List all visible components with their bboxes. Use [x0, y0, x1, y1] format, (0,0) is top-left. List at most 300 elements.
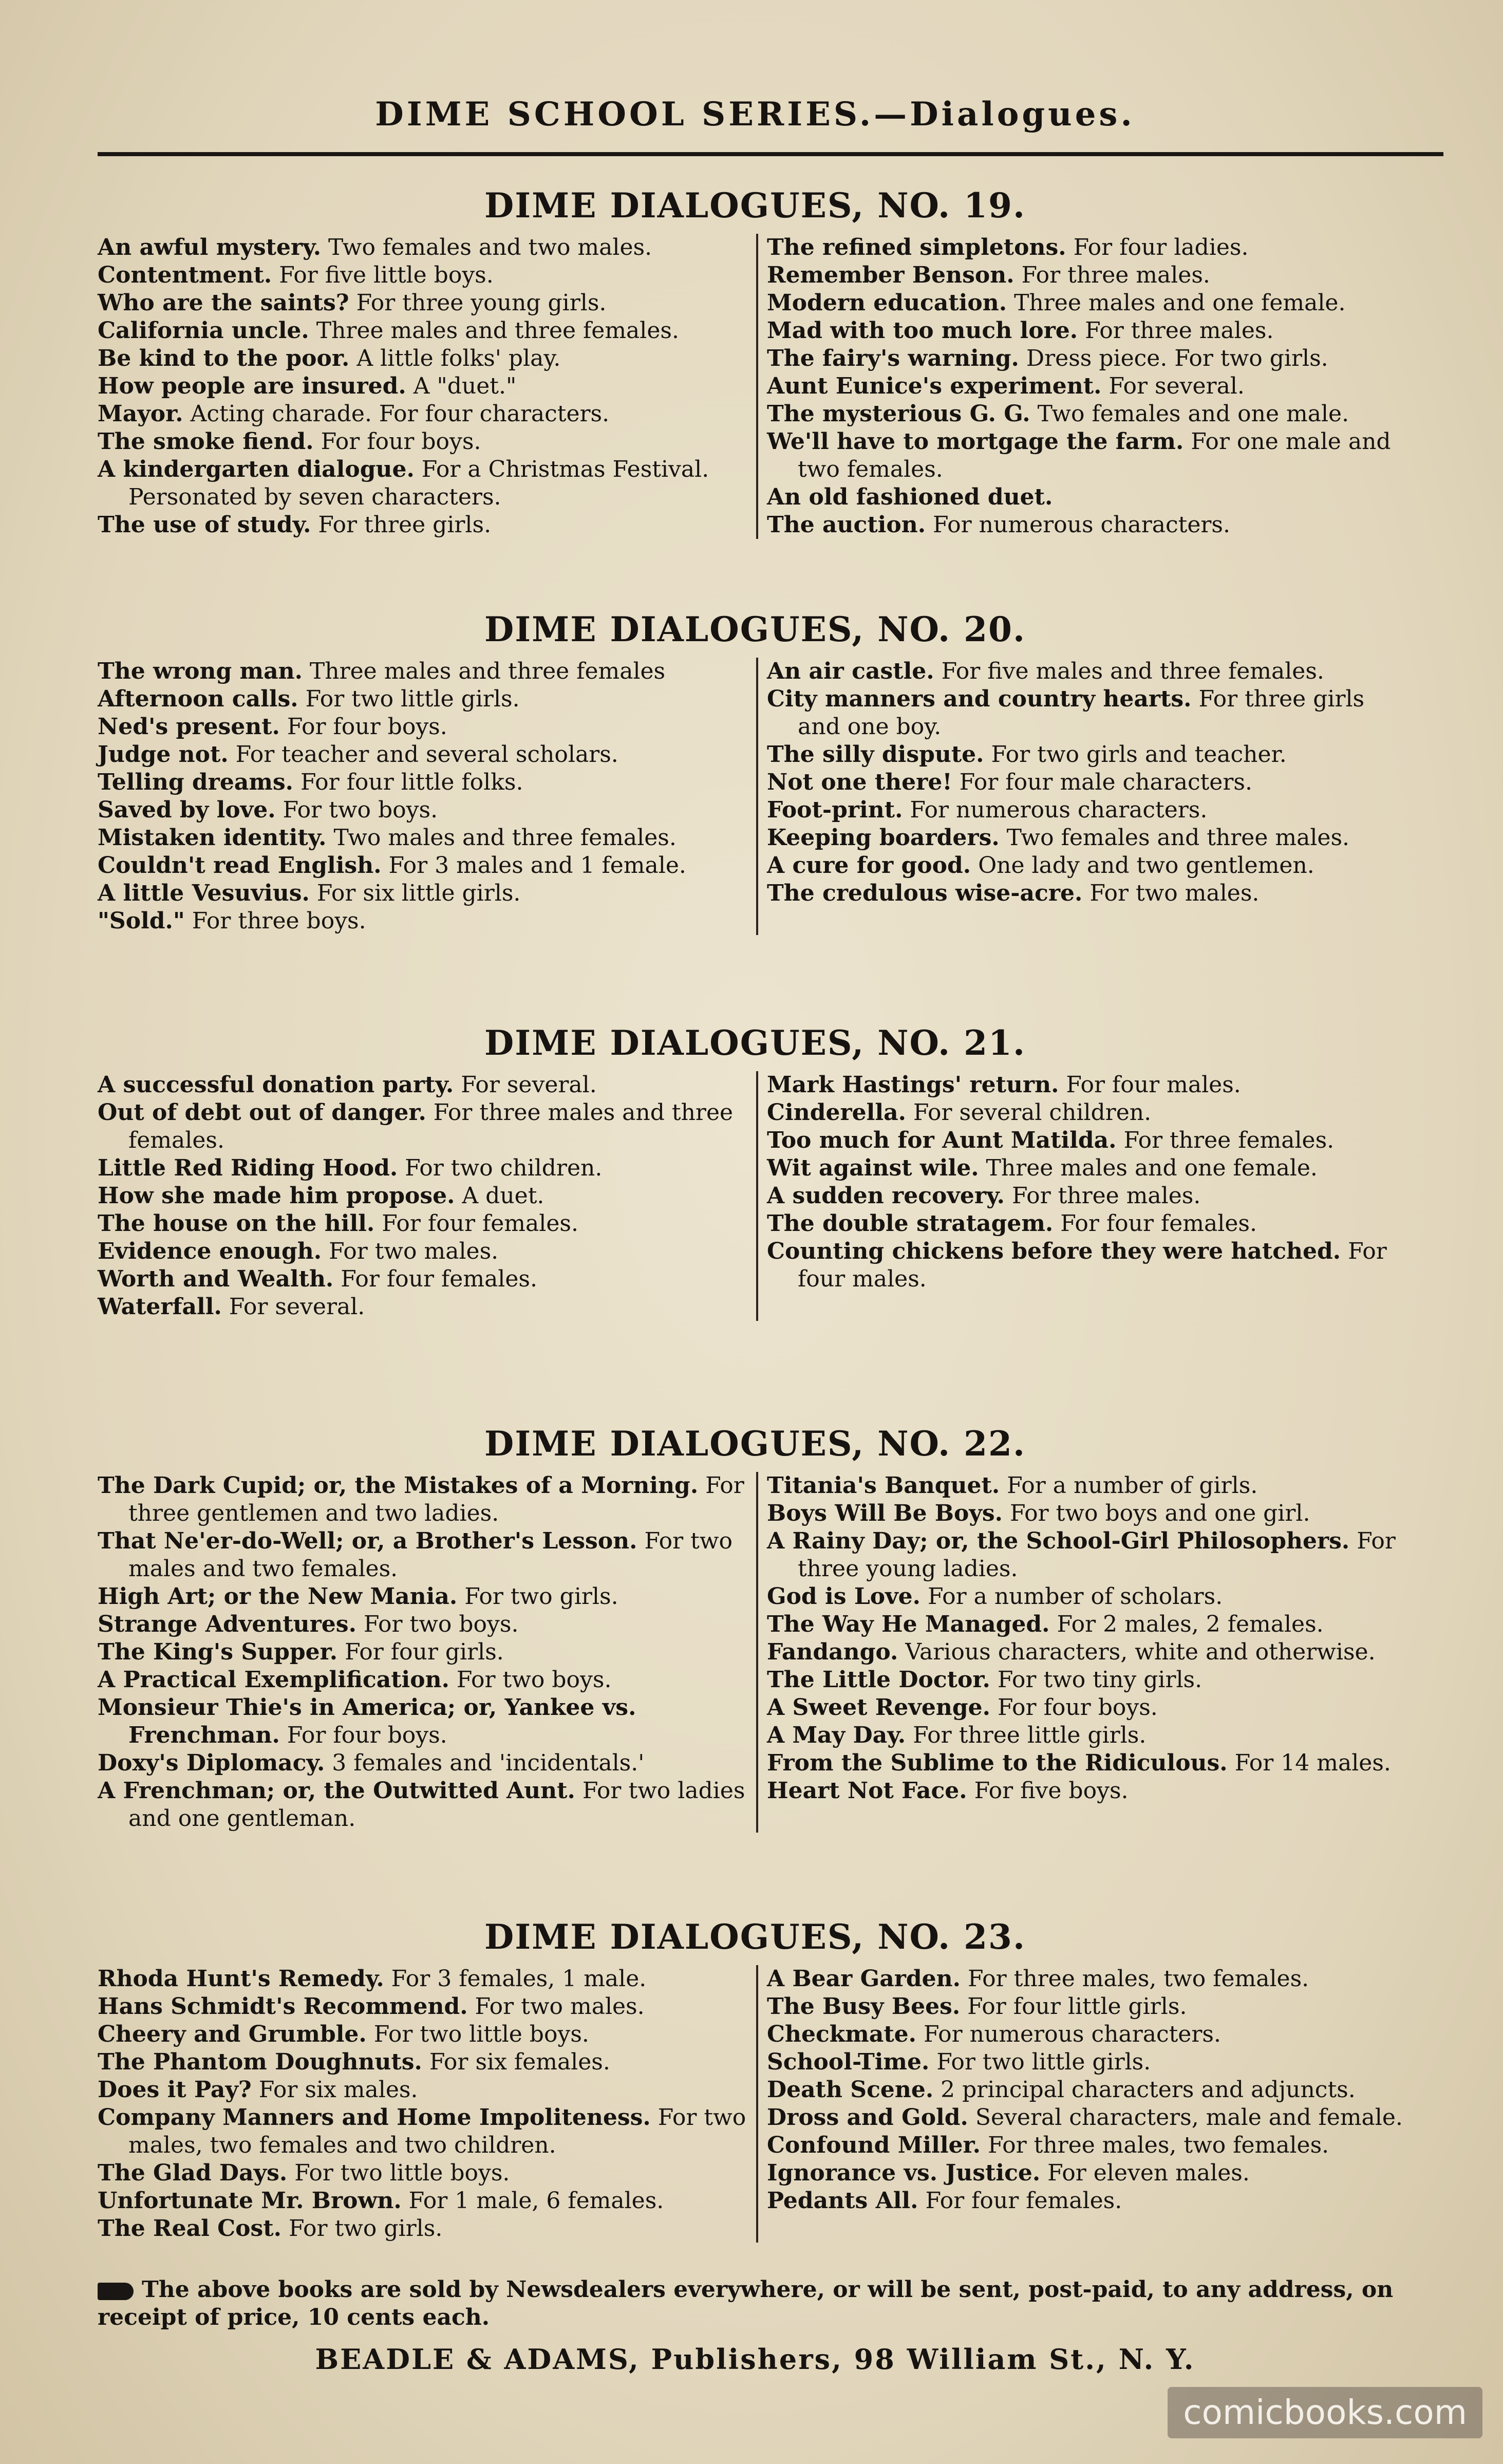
dialogue-entry [98, 824, 753, 852]
dialogue-entry [98, 1694, 753, 1749]
dialogue-entry [98, 1182, 753, 1210]
dialogue-cast: For eleven males. [1047, 2160, 1250, 2186]
watermark: comicbooks.com [1168, 2387, 1482, 2438]
dialogue-cast: For several. [229, 1294, 365, 1320]
page-header: DIME SCHOOL SERIES.—Dialogues. [375, 95, 1135, 134]
dialogue-cast: For four little folks. [300, 769, 523, 795]
dialogue-cast: For several children. [913, 1099, 1152, 1126]
dialogue-title: The wrong man. [98, 658, 303, 684]
dialogue-section [98, 1015, 1413, 1321]
dialogue-title: A kindergarten dialogue. [98, 456, 415, 482]
dialogue-cast: For six females. [429, 2049, 610, 2075]
dialogue-entry [98, 2187, 753, 2215]
dialogue-title: A Frenchman; or, the Outwitted Aunt. [98, 1778, 575, 1804]
dialogue-section [98, 601, 1413, 935]
dialogue-entry [767, 262, 1413, 289]
dialogue-title: Hans Schmidt's Recommend. [98, 1993, 468, 2020]
dialogue-title: From the Sublime to the Ridiculous. [767, 1750, 1228, 1776]
dialogue-entry [767, 1472, 1413, 1500]
dialogue-title: Doxy's Diplomacy. [98, 1750, 325, 1776]
dialogue-title: A sudden recovery. [767, 1183, 1005, 1209]
dialogue-cast: For two ladies and one gentleman. [128, 1778, 745, 1832]
dialogue-entry [98, 1777, 753, 1833]
dialogue-entry [98, 685, 753, 713]
dialogue-title: Checkmate. [767, 2021, 916, 2047]
section-title: DIME DIALOGUES, NO. 21. [484, 1023, 1026, 1063]
dialogue-title: Mistaken identity. [98, 825, 327, 851]
dialogue-cast: For teacher and several scholars. [235, 741, 618, 768]
dialogue-entry [98, 262, 753, 289]
header-rule [98, 152, 1443, 156]
dialogue-cast: For numerous characters. [933, 512, 1230, 538]
dialogue-entry [98, 1071, 753, 1099]
dialogue-cast: For three little girls. [913, 1722, 1147, 1748]
dialogue-title: Cheery and Grumble. [98, 2021, 367, 2047]
dialogue-entry [767, 289, 1413, 317]
dialogue-cast: For two boys. [363, 1611, 519, 1637]
dialogue-title: The mysterious G. G. [767, 401, 1030, 427]
dialogue-entry [98, 1638, 753, 1666]
dialogue-entry [98, 2215, 753, 2243]
dialogue-cast: For three males and three females. [128, 1099, 734, 1153]
dialogue-entry [98, 1666, 753, 1694]
dialogue-entry [767, 796, 1413, 824]
dialogue-entry [98, 234, 753, 262]
dialogue-title: An old fashioned duet. [767, 484, 1053, 510]
dialogue-title: Who are the saints? [98, 290, 349, 316]
dialogue-title: Ignorance vs. Justice. [767, 2160, 1041, 2186]
left-column [98, 1965, 753, 2243]
dialogue-title: Rhoda Hunt's Remedy. [98, 1966, 384, 1992]
dialogue-title: The Glad Days. [98, 2160, 288, 2186]
dialogue-cast: For two boys. [456, 1667, 612, 1693]
dialogue-entry [98, 1154, 753, 1182]
dialogue-entry [767, 769, 1413, 796]
dialogue-entry [98, 713, 753, 741]
dialogue-title: "Sold." [98, 908, 185, 934]
dialogue-entry [767, 2159, 1413, 2187]
dialogue-title: High Art; or the New Mania. [98, 1583, 458, 1610]
section-title: DIME DIALOGUES, NO. 20. [484, 609, 1026, 649]
dialogue-entry [98, 1527, 753, 1583]
dialogue-title: Company Manners and Home Impoliteness. [98, 2104, 651, 2131]
section-columns [98, 658, 1413, 935]
dialogue-title: The silly dispute. [767, 741, 984, 768]
dialogue-cast: A "duet." [413, 373, 517, 399]
dialogue-title: That Ne'er-do-Well; or, a Brother's Lesson. [98, 1528, 637, 1554]
dialogue-entry [98, 372, 753, 400]
dialogue-cast: Various characters, white and otherwise. [905, 1639, 1376, 1665]
dialogue-title: A little Vesuvius. [98, 880, 310, 906]
dialogue-title: How she made him propose. [98, 1183, 455, 1209]
dialogue-entry [767, 234, 1413, 262]
dialogue-cast: For two boys. [283, 797, 438, 823]
right-column [753, 1071, 1413, 1321]
dialogue-title: Mad with too much lore. [767, 318, 1078, 344]
dialogue-title: California uncle. [98, 318, 309, 344]
dialogue-cast: For a Christmas Festival. Personated by seven characters. [128, 456, 709, 510]
dialogue-entry [767, 880, 1413, 907]
dialogue-title: Confound Miller. [767, 2132, 981, 2158]
section-columns [98, 234, 1413, 539]
dialogue-entry [98, 852, 753, 880]
dialogue-cast: For four females. [341, 1266, 537, 1292]
dialogue-entry [98, 345, 753, 372]
dialogue-title: The Way He Managed. [767, 1611, 1050, 1637]
dialogue-cast: For three boys. [192, 908, 366, 934]
dialogue-title: Strange Adventures. [98, 1611, 356, 1637]
dialogue-title: Cinderella. [767, 1099, 906, 1126]
dialogue-entry [767, 345, 1413, 372]
dialogue-cast: For one male and two females. [798, 428, 1391, 482]
section-columns [98, 1472, 1413, 1833]
dialogue-cast: For two girls and teacher. [991, 741, 1287, 768]
dialogue-title: Not one there! [767, 769, 952, 795]
dialogue-cast: For 3 males and 1 female. [388, 852, 686, 879]
dialogue-cast: Three males and three females. [316, 318, 679, 344]
dialogue-cast: For four boys. [321, 428, 481, 455]
dialogue-cast: For two boys and one girl. [1010, 1500, 1310, 1526]
sales-notice-text: The above books are sold by Newsdealers everywhere, or will be sent, post-paid, to any address, on receipt of price, 10 cents each. [98, 2276, 1394, 2330]
dialogue-entry [98, 289, 753, 317]
dialogue-cast: For three girls. [318, 512, 492, 538]
dialogue-cast: For two little girls. [305, 686, 520, 712]
dialogue-entry [767, 824, 1413, 852]
dialogue-title: City manners and country hearts. [767, 686, 1192, 712]
dialogue-entry [767, 1527, 1413, 1583]
dialogue-cast: For six males. [258, 2077, 418, 2103]
dialogue-cast: Two females and three males. [1006, 825, 1350, 851]
dialogue-entry [98, 769, 753, 796]
dialogue-entry [98, 1965, 753, 1993]
dialogue-entry [767, 852, 1413, 880]
dialogue-title: The double stratagem. [767, 1210, 1054, 1237]
dialogue-entry [98, 1293, 753, 1321]
dialogue-title: Keeping boarders. [767, 825, 1000, 851]
dialogue-title: The Busy Bees. [767, 1993, 961, 2020]
column-divider [756, 234, 758, 539]
dialogue-entry [767, 2132, 1413, 2159]
dialogue-title: Pedants All. [767, 2188, 918, 2214]
dialogue-entry [767, 2104, 1413, 2132]
dialogue-entry [767, 2187, 1413, 2215]
dialogue-entry [98, 1583, 753, 1611]
dialogue-title: We'll have to mortgage the farm. [767, 428, 1184, 455]
dialogue-title: Contentment. [98, 262, 272, 288]
dialogue-entry [98, 1238, 753, 1265]
dialogue-cast: For two girls. [464, 1583, 618, 1610]
dialogue-cast: For a number of scholars. [927, 1583, 1223, 1610]
dialogue-entry [767, 1777, 1413, 1805]
section-title: DIME DIALOGUES, NO. 23. [484, 1917, 1026, 1957]
dialogue-cast: For three males. [1021, 262, 1210, 288]
dialogue-cast: For two girls. [288, 2215, 443, 2242]
dialogue-section [98, 177, 1413, 539]
dialogue-cast: For three males, two females. [988, 2132, 1329, 2158]
dialogue-entry [98, 1210, 753, 1238]
dialogue-entry [98, 1611, 753, 1638]
dialogue-title: The King's Supper. [98, 1639, 338, 1665]
dialogue-entry [98, 2021, 753, 2048]
dialogue-title: Mark Hastings' return. [767, 1072, 1059, 1098]
dialogue-entry [767, 372, 1413, 400]
left-column [98, 1071, 753, 1321]
dialogue-title: Evidence enough. [98, 1238, 322, 1264]
dialogue-cast: For four male characters. [959, 769, 1252, 795]
dialogue-title: Out of debt out of danger. [98, 1099, 426, 1126]
dialogue-cast: For two little boys. [294, 2160, 510, 2186]
dialogue-entry [767, 1993, 1413, 2021]
dialogue-title: A May Day. [767, 1722, 906, 1748]
dialogue-title: Too much for Aunt Matilda. [767, 1127, 1117, 1153]
dialogue-cast: For four little girls. [967, 1993, 1187, 2020]
dialogue-title: The Dark Cupid; or, the Mistakes of a Morning. [98, 1472, 699, 1499]
dialogue-title: Modern education. [767, 290, 1007, 316]
dialogue-entry [98, 1993, 753, 2021]
dialogue-title: Telling dreams. [98, 769, 294, 795]
dialogue-title: Boys Will Be Boys. [767, 1500, 1003, 1526]
dialogue-title: Ned's present. [98, 714, 280, 740]
dialogue-cast: 3 females and 'incidentals.' [332, 1750, 645, 1776]
dialogue-cast: Three males and three females [309, 658, 666, 684]
dialogue-entry [98, 511, 753, 539]
dialogue-cast: For 2 males, 2 females. [1057, 1611, 1324, 1637]
dialogue-title: Monsieur Thie's in America; or, Yankee vs. Frenchman. [98, 1694, 636, 1748]
publisher-imprint: BEADLE & ADAMS, Publishers, 98 William St., N. Y. [315, 2343, 1195, 2376]
dialogue-title: God is Love. [767, 1583, 920, 1610]
column-divider [756, 1965, 758, 2243]
dialogue-cast: A duet. [462, 1183, 544, 1209]
dialogue-cast: For six little girls. [316, 880, 521, 906]
dialogue-entry [98, 2048, 753, 2076]
dialogue-cast: For 14 males. [1234, 1750, 1391, 1776]
dialogue-title: Counting chickens before they were hatched. [767, 1238, 1341, 1264]
pointing-hand-icon [98, 2283, 134, 2300]
dialogue-title: Aunt Eunice's experiment. [767, 373, 1102, 399]
dialogue-cast: Two females and one male. [1037, 401, 1349, 427]
section-columns [98, 1965, 1413, 2243]
dialogue-entry [767, 741, 1413, 769]
dialogue-title: The Real Cost. [98, 2215, 281, 2242]
dialogue-entry [767, 1210, 1413, 1238]
dialogue-cast: For three young ladies. [798, 1528, 1396, 1582]
dialogue-cast: Several characters, male and female. [975, 2104, 1403, 2131]
dialogue-cast: For four boys. [287, 714, 447, 740]
dialogue-cast: Three males and one female. [1014, 290, 1346, 316]
dialogue-entry [98, 1265, 753, 1293]
dialogue-entry [767, 1749, 1413, 1777]
dialogue-title: The Phantom Doughnuts. [98, 2049, 422, 2075]
dialogue-title: Wit against wile. [767, 1155, 979, 1181]
dialogue-cast: Acting charade. For four characters. [190, 401, 610, 427]
dialogue-title: Heart Not Face. [767, 1778, 967, 1804]
dialogue-entry [98, 2159, 753, 2187]
dialogue-title: A Sweet Revenge. [767, 1694, 990, 1721]
dialogue-title: Death Scene. [767, 2077, 934, 2103]
dialogue-cast: For five boys. [974, 1778, 1129, 1804]
dialogue-title: Fandango. [767, 1639, 898, 1665]
dialogue-entry [767, 1583, 1413, 1611]
dialogue-entry [767, 1722, 1413, 1749]
dialogue-cast: For three males. [1085, 318, 1274, 344]
dialogue-cast: For a number of girls. [1007, 1472, 1258, 1499]
section-columns [98, 1071, 1413, 1321]
dialogue-title: Unfortunate Mr. Brown. [98, 2188, 402, 2214]
dialogue-title: Waterfall. [98, 1294, 222, 1320]
dialogue-cast: For four males. [798, 1238, 1387, 1292]
dialogue-title: A Practical Exemplification. [98, 1667, 449, 1693]
right-column [753, 234, 1413, 539]
dialogue-cast: For two little girls. [936, 2049, 1151, 2075]
dialogue-entry [767, 1638, 1413, 1666]
dialogue-entry [98, 658, 753, 685]
dialogue-cast: Two females and two males. [328, 234, 652, 260]
dialogue-entry [767, 1238, 1413, 1293]
column-divider [756, 1472, 758, 1833]
dialogue-cast: For four females. [925, 2188, 1122, 2214]
dialogue-entry [767, 1694, 1413, 1722]
dialogue-title: A Bear Garden. [767, 1966, 961, 1992]
dialogue-cast: For three gentlemen and two ladies. [128, 1472, 744, 1526]
dialogue-entry [98, 2104, 753, 2159]
dialogue-cast: For two little boys. [373, 2021, 589, 2047]
dialogue-entry [767, 428, 1413, 483]
dialogue-title: The Little Doctor. [767, 1667, 990, 1693]
dialogue-cast: For three males. [1011, 1183, 1201, 1209]
dialogue-entry [767, 1071, 1413, 1099]
dialogue-title: Saved by love. [98, 797, 276, 823]
dialogue-title: Dross and Gold. [767, 2104, 968, 2131]
dialogue-title: A successful donation party. [98, 1072, 454, 1098]
dialogue-title: The fairy's warning. [767, 345, 1019, 371]
dialogue-cast: For 1 male, 6 females. [408, 2188, 664, 2214]
dialogue-title: Does it Pay? [98, 2077, 252, 2103]
column-divider [756, 658, 758, 935]
left-column [98, 658, 753, 935]
dialogue-cast: A little folks' play. [356, 345, 561, 371]
dialogue-entry [767, 1127, 1413, 1154]
dialogue-entry [98, 907, 753, 935]
dialogue-entry [98, 796, 753, 824]
dialogue-section [98, 1909, 1413, 2243]
dialogue-title: The refined simpletons. [767, 234, 1066, 260]
dialogue-entry [767, 317, 1413, 345]
dialogue-title: Be kind to the poor. [98, 345, 350, 371]
dialogue-entry [767, 400, 1413, 428]
left-column [98, 234, 753, 539]
dialogue-title: An air castle. [767, 658, 934, 684]
dialogue-cast: For three young girls. [356, 290, 607, 316]
dialogue-title: Afternoon calls. [98, 686, 298, 712]
column-divider [756, 1071, 758, 1321]
dialogue-entry [767, 2021, 1413, 2048]
dialogue-cast: 2 principal characters and adjuncts. [941, 2077, 1356, 2103]
dialogue-cast: Two males and three females. [333, 825, 677, 851]
dialogue-title: A cure for good. [767, 852, 971, 879]
dialogue-entry [98, 1749, 753, 1777]
dialogue-title: Worth and Wealth. [98, 1266, 334, 1292]
dialogue-title: An awful mystery. [98, 234, 322, 260]
dialogue-title: School-Time. [767, 2049, 930, 2075]
right-column [753, 658, 1413, 935]
dialogue-cast: For three girls and one boy. [798, 686, 1365, 740]
dialogue-cast: For two males, two females and two children. [128, 2104, 746, 2158]
dialogue-entry [767, 1099, 1413, 1127]
dialogue-entry [767, 483, 1413, 511]
dialogue-entry [767, 658, 1413, 685]
dialogue-title: Judge not. [98, 741, 229, 768]
dialogue-entry [98, 400, 753, 428]
dialogue-entry [767, 1154, 1413, 1182]
dialogue-entry [98, 880, 753, 907]
dialogue-cast: For two males. [329, 1238, 499, 1264]
dialogue-entry [767, 2048, 1413, 2076]
dialogue-entry [767, 1182, 1413, 1210]
dialogue-title: The credulous wise-acre. [767, 880, 1083, 906]
dialogue-title: Titania's Banquet. [767, 1472, 1000, 1499]
dialogue-cast: For several. [1109, 373, 1245, 399]
dialogue-entry [767, 1500, 1413, 1527]
dialogue-cast: For four boys. [287, 1722, 447, 1748]
dialogue-cast: For two males and two females. [128, 1528, 732, 1582]
dialogue-cast: For two males. [1089, 880, 1260, 906]
section-title: DIME DIALOGUES, NO. 19. [484, 185, 1026, 226]
dialogue-title: Mayor. [98, 401, 183, 427]
dialogue-title: The smoke fiend. [98, 428, 314, 455]
dialogue-title: The house on the hill. [98, 1210, 375, 1237]
left-column [98, 1472, 753, 1833]
dialogue-cast: For 3 females, 1 male. [391, 1966, 647, 1992]
dialogue-cast: For two males. [475, 1993, 645, 2020]
dialogue-cast: Three males and one female. [986, 1155, 1318, 1181]
right-column [753, 1472, 1413, 1833]
dialogue-title: Foot-print. [767, 797, 903, 823]
dialogue-title: Couldn't read English. [98, 852, 382, 879]
dialogue-cast: One lady and two gentlemen. [978, 852, 1314, 879]
dialogue-cast: For several. [461, 1072, 597, 1098]
dialogue-cast: For four females. [1060, 1210, 1257, 1237]
dialogue-entry [98, 428, 753, 456]
section-title: DIME DIALOGUES, NO. 22. [484, 1424, 1026, 1464]
dialogue-cast: For numerous characters. [910, 797, 1208, 823]
dialogue-cast: For four males. [1066, 1072, 1241, 1098]
dialogue-entry [767, 685, 1413, 741]
dialogue-cast: For four boys. [997, 1694, 1158, 1721]
dialogue-cast: For five males and three females. [941, 658, 1324, 684]
dialogue-title: How people are insured. [98, 373, 406, 399]
right-column [753, 1965, 1413, 2243]
dialogue-title: Little Red Riding Hood. [98, 1155, 398, 1181]
dialogue-title: A Rainy Day; or, the School-Girl Philosophers. [767, 1528, 1350, 1554]
dialogue-title: The use of study. [98, 512, 311, 538]
dialogue-cast: For two tiny girls. [997, 1667, 1203, 1693]
dialogue-entry [98, 317, 753, 345]
dialogue-title: The auction. [767, 512, 926, 538]
dialogue-entry [98, 456, 753, 511]
dialogue-cast: For three males, two females. [968, 1966, 1309, 1992]
dialogue-cast: For two children. [405, 1155, 603, 1181]
dialogue-cast: For three females. [1123, 1127, 1335, 1153]
dialogue-section [98, 1415, 1413, 1833]
sales-notice [98, 2276, 1413, 2331]
dialogue-cast: Dress piece. For two girls. [1026, 345, 1328, 371]
dialogue-entry [767, 1666, 1413, 1694]
dialogue-cast: For four ladies. [1073, 234, 1249, 260]
dialogue-cast: For numerous characters. [923, 2021, 1221, 2047]
dialogue-entry [767, 1611, 1413, 1638]
dialogue-entry [767, 2076, 1413, 2104]
dialogue-entry [98, 2076, 753, 2104]
